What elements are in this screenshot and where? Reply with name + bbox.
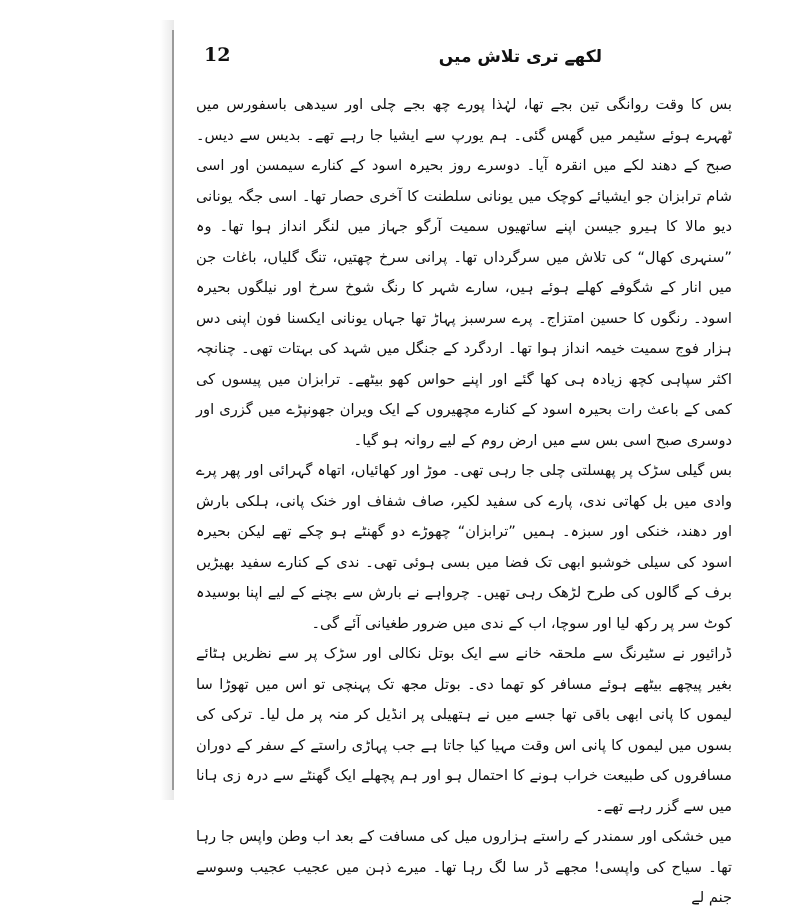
paragraph-3: ڈرائیور نے سٹیرنگ سے ملحقہ خانے سے ایک بوتل نکالی اور سڑک پر سے نظریں ہٹائے بغیر پیچھے بیٹھے ہوئے مسافر کو تھما دی۔ بوتل مجھ تک پہنچی تو اس میں تھوڑا سا لیموں کا پانی ابھی باقی تھا جسے میں نے ہتھیلی پر انڈیل کر منہ پر مل لیا۔ ترکی کی بسوں میں لیموں کا پانی اس وقت مہیا کیا جاتا ہے جب پہاڑی راستے کے سفر کے دوران مسافروں کی طبیعت خراب ہونے کا احتمال ہو اور ہم پچھلے ایک گھنٹے سے درہ زی ہانا میں سے گزر رہے تھے۔ — [196, 645, 732, 815]
page-number: 12 — [204, 44, 231, 66]
paragraph-1: بس کا وقت روانگی تین بجے تھا، لہٰذا پورے چھ بجے چلی اور سیدھی باسفورس میں ٹھہرے ہوئے سٹیمر میں گھس گئی۔ ہم یورپ سے ایشیا جا رہے تھے۔ بدیس سے دیس۔ صبح کے دھند لکے میں انقرہ آیا۔ دوسرے روز بحیرہ اسود کے کنارے سیمسن اور اسی شام ترابزان جو ایشیائے کوچک میں یونانی سلطنت کا آخری حصار تھا۔ اسی جگہ یونانی دیو مالا کا ہیرو جیسن اپنے ساتھیوں سمیت آرگو جہاز میں لنگر انداز ہوا تھا۔ وہ ”سنہری کھال“ کی تلاش میں سرگرداں تھا۔ پرانی سرخ چھتیں، تنگ گلیاں، باغات جن میں انار کے شگوفے کھلے ہوئے ہیں، سارے شہر کا رنگ شوخ سرخ اور نیلگوں بحیرہ اسود۔ رنگوں کا حسین امتزاج۔ پرے سرسبز پہاڑ تھا جہاں یونانی ایکسنا فون اپنی دس ہزار فوج سمیت خیمہ انداز ہوا تھا۔ اردگرد کے جنگل میں شہد کی بہتات تھی۔ چنانچہ اکثر سپاہی کچھ زیادہ ہی کھا گئے اور اپنے حواس کھو بیٹھے۔ ترابزان میں پیسوں کی کمی کے باعث رات بحیرہ اسود کے کنارے مچھیروں کے ایک ویران جھونپڑے میں گزری اور دوسری صبح اسی بس سے میں ارض روم کے لیے روانہ ہو گیا۔ — [196, 96, 732, 449]
running-head-title: لکھے تری تلاش میں — [438, 47, 602, 67]
page-edge-line — [172, 30, 174, 790]
body-text — [196, 90, 732, 914]
paragraph-4: میں خشکی اور سمندر کے راستے ہزاروں میل کی مسافت کے بعد اب وطن واپس جا رہا تھا۔ سیاح کی واپسی! مجھے ڈر سا لگ رہا تھا۔ میرے ذہن میں عجیب عجیب وسوسے جنم لے — [196, 828, 732, 906]
paragraph-2: بس گیلی سڑک پر پھسلتی چلی جا رہی تھی۔ موڑ اور کھائیاں، اتھاہ گہرائی اور پھر پرے وادی میں بل کھاتی ندی، پارے کی سفید لکیر، صاف شفاف اور خنک پانی، ہلکی بارش اور دھند، خنکی اور سبزہ۔ ہمیں ”ترابزان“ چھوڑے دو گھنٹے ہو چکے تھے لیکن بحیرہ اسود کی سیلی خوشبو ابھی تک فضا میں بسی ہوئی تھی۔ ندی کے کنارے سفید بھیڑیں برف کے گالوں کی طرح لڑھک رہی تھیں۔ چرواہے نے بارش سے بچنے کے لیے اپنا بوسیدہ کوٹ سر پر رکھ لیا اور سوچا، اب کے ندی میں ضرور طغیانی آئے گی۔ — [196, 462, 732, 632]
